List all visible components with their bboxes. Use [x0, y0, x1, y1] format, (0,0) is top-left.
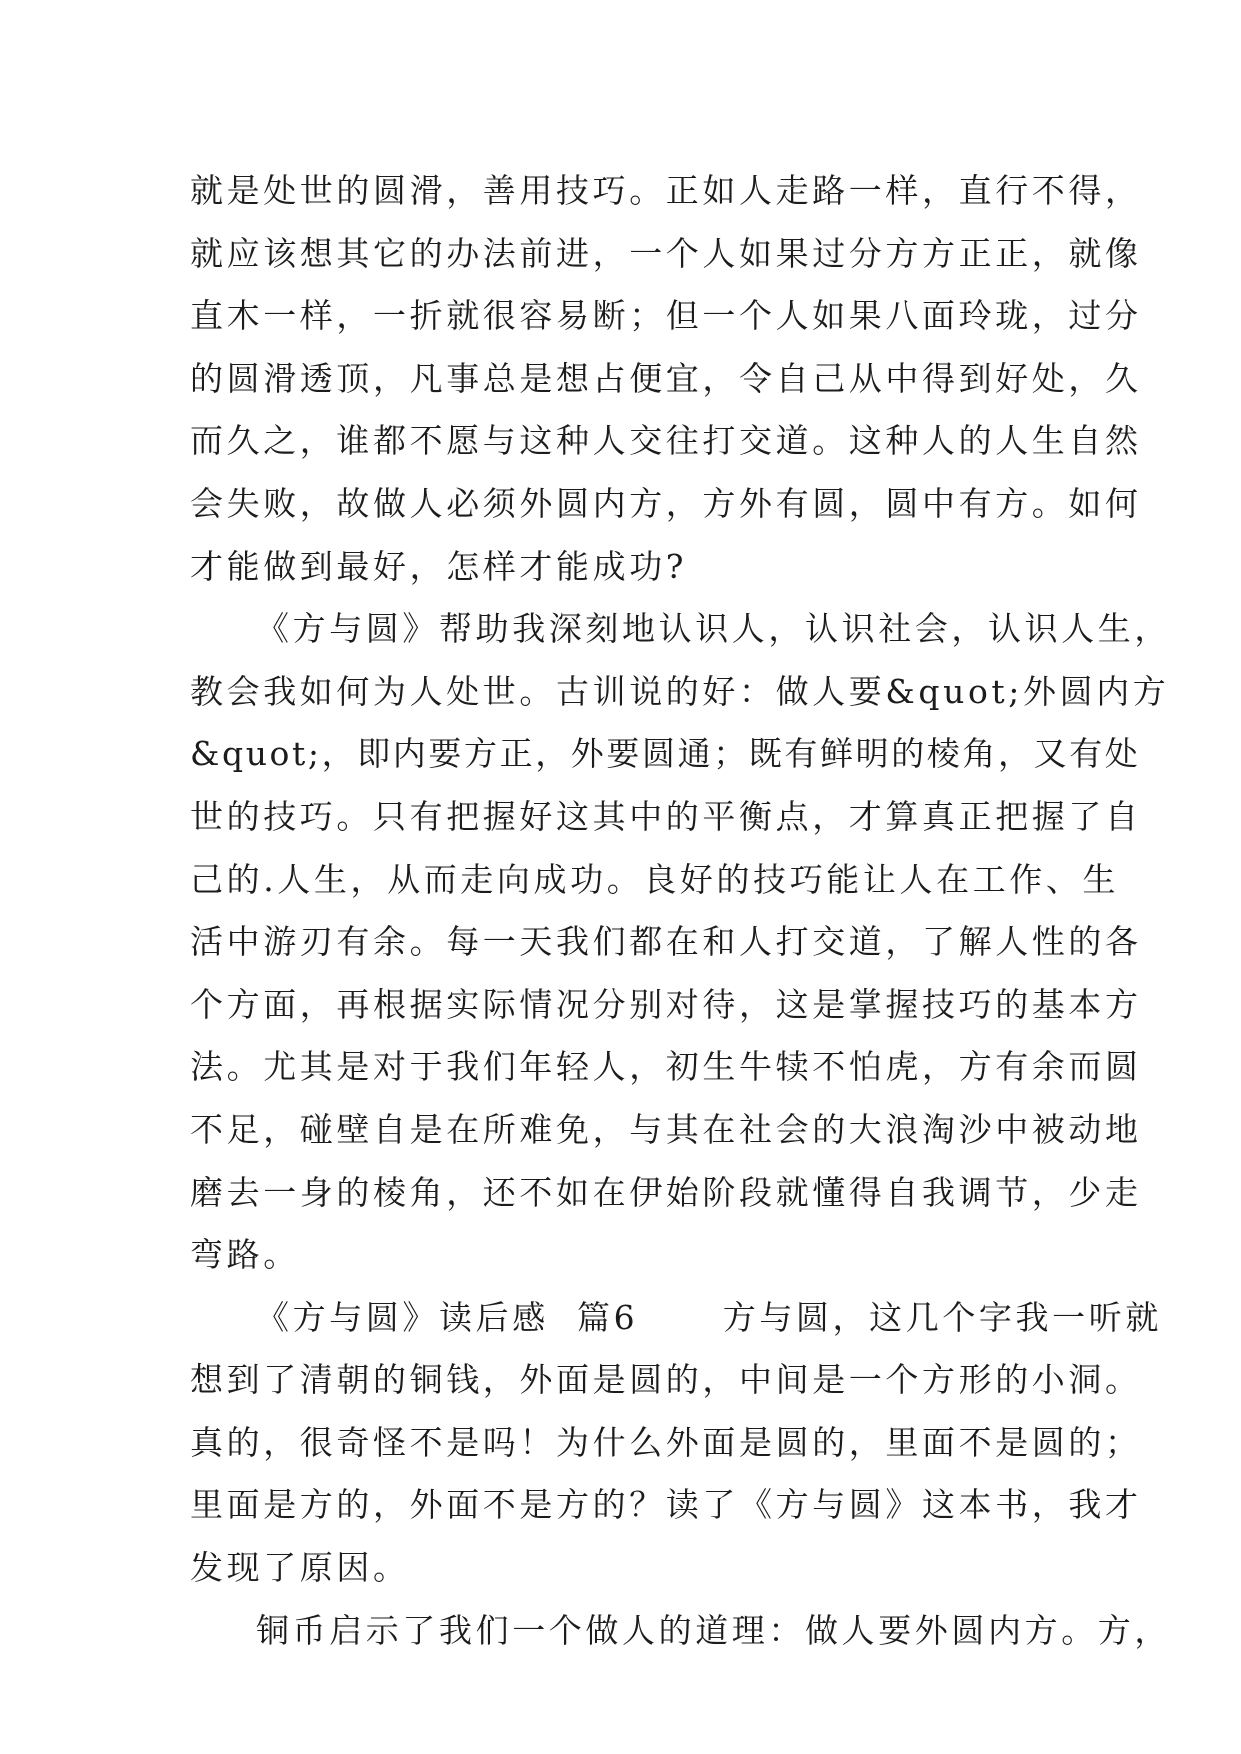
- text-line: 不足，碰壁自是在所难免，与其在社会的大浪淘沙中被动地: [190, 1109, 1142, 1149]
- text-line: 想到了清朝的铜钱，外面是圆的，中间是一个方形的小洞。: [190, 1360, 1142, 1400]
- text-line: 直木一样，一折就很容易断；但一个人如果八面玲珑，过分: [190, 296, 1142, 336]
- text-line: 里面是方的，外面不是方的？读了《方与圆》这本书，我才: [190, 1485, 1142, 1525]
- text-line: 的圆滑透顶，凡事总是想占便宜，令自己从中得到好处，久: [190, 358, 1142, 398]
- text-line: &quot;，即内要方正，外要圆通；既有鲜明的棱角，又有处: [190, 734, 1141, 774]
- text-line: 法。尤其是对于我们年轻人，初生牛犊不怕虎，方有余而圆: [190, 1047, 1142, 1087]
- text-line: 弯路。: [190, 1235, 300, 1275]
- text-line: 个方面，再根据实际情况分别对待，这是掌握技巧的基本方: [190, 984, 1142, 1024]
- text-line: 会失败，故做人必须外圆内方，方外有圆，圆中有方。如何: [190, 483, 1142, 523]
- paragraph-start-line: 铜币启示了我们一个做人的道理：做人要外圆内方。方，: [256, 1610, 1171, 1650]
- text-line: 才能做到最好，怎样才能成功?: [190, 546, 688, 586]
- text-line: 世的技巧。只有把握好这其中的平衡点，才算真正把握了自: [190, 796, 1142, 836]
- paragraph-start-line: 《方与圆》帮助我深刻地认识人，认识社会，认识人生，: [256, 609, 1171, 649]
- text-line: 而久之，谁都不愿与这种人交往打交道。这种人的人生自然: [190, 421, 1142, 461]
- text-line: 己的.人生，从而走向成功。良好的技巧能让人在工作、生: [190, 859, 1120, 899]
- text-line: 磨去一身的棱角，还不如在伊始阶段就懂得自我调节，少走: [190, 1172, 1142, 1212]
- section-heading-line: 《方与圆》读后感 篇6 方与圆，这几个字我一听就: [256, 1297, 1162, 1337]
- document-body: [190, 160, 1171, 1662]
- text-line: 活中游刃有余。每一天我们都在和人打交道，了解人性的各: [190, 922, 1142, 962]
- text-line: 真的，很奇怪不是吗！为什么外面是圆的，里面不是圆的；: [190, 1422, 1142, 1462]
- text-line: 就是处世的圆滑，善用技巧。正如人走路一样，直行不得，: [190, 171, 1142, 210]
- text-line: 教会我如何为人处世。古训说的好：做人要&quot;外圆内方: [190, 671, 1170, 711]
- text-line: 就应该想其它的办法前进，一个人如果过分方方正正，就像: [190, 233, 1142, 273]
- text-line: 发现了原因。: [190, 1548, 410, 1588]
